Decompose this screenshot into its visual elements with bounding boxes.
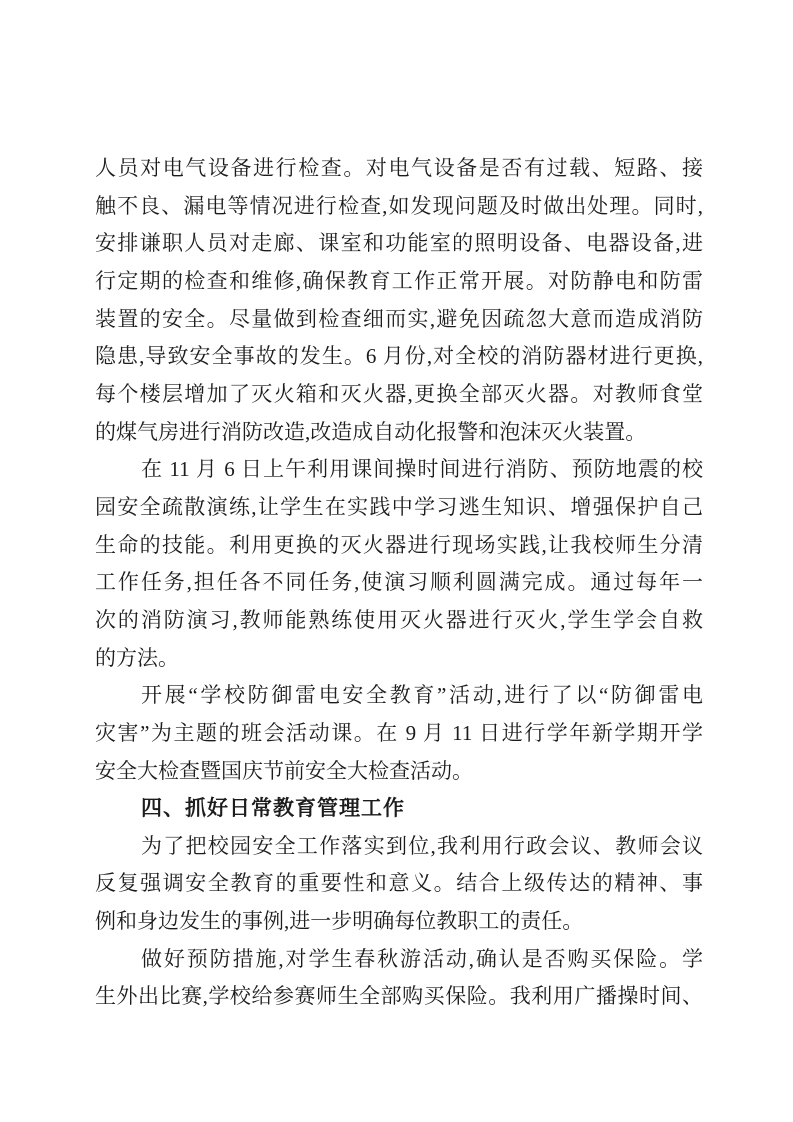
- paragraph: [95, 828, 703, 941]
- text-line: 做好预防措施,对学生春秋游活动,确认是否购买保险。学: [141, 946, 703, 971]
- text-line: 例和身边发生的事例,进一步明确每位教职工的责任。: [95, 909, 584, 934]
- text-line: 生外出比赛,学校给参赛师生全部购买保险。我利用广播操时间、: [95, 984, 703, 1009]
- paragraph: [95, 150, 703, 451]
- text-line: 装置的安全。尽量做到检查细而实,避免因疏忽大意而造成消防: [95, 306, 703, 331]
- text-line: 次的消防演习,教师能熟练使用灭火器进行灭火,学生学会自救: [95, 607, 703, 632]
- text-line: 园安全疏散演练,让学生在实践中学习逃生知识、增强保护自己: [95, 494, 703, 519]
- paragraph: [95, 677, 703, 790]
- text-line: 的方法。: [95, 645, 179, 670]
- text-line: 的煤气房进行消防改造,改造成自动化报警和泡沫灭火装置。: [95, 419, 647, 444]
- text-line: 生命的技能。利用更换的灭火器进行现场实践,让我校师生分清: [95, 532, 703, 557]
- text-line: 安排谦职人员对走廊、课室和功能室的照明设备、电器设备,进: [95, 231, 703, 256]
- paragraph: [95, 941, 703, 1016]
- text-line: 为了把校园安全工作落实到位,我利用行政会议、教师会议: [141, 833, 703, 858]
- text-line: 工作任务,担任各不同任务,使演习顺利圆满完成。通过每年一: [95, 570, 703, 595]
- text-line: 隐患,导致安全事故的发生。6 月份,对全校的消防器材进行更换,: [95, 344, 703, 369]
- text-line: 每个楼层增加了灭火箱和灭火器,更换全部灭火器。对教师食堂: [95, 381, 703, 406]
- text-line: 灾害”为主题的班会活动课。在 9 月 11 日进行学年新学期开学: [95, 720, 703, 745]
- text-line: 安全大检查暨国庆节前安全大检查活动。: [95, 758, 473, 783]
- text-line: 反复强调安全教育的重要性和意义。结合上级传达的精神、事: [95, 871, 703, 896]
- text-line: 在 11 月 6 日上午利用课间操时间进行消防、预防地震的校: [141, 457, 703, 482]
- section-heading: [95, 790, 703, 828]
- text-line: 开展“学校防御雷电安全教育”活动,进行了以“防御雷电: [141, 683, 703, 708]
- text-line: 行定期的检查和维修,确保教育工作正常开展。对防静电和防雷: [95, 268, 703, 293]
- paragraph: [95, 451, 703, 677]
- text-line: 人员对电气设备进行检查。对电气设备是否有过载、短路、接: [95, 156, 703, 180]
- text-line: 触不良、漏电等情况进行检查,如发现问题及时做出处理。同时,: [95, 193, 703, 218]
- text-block: [95, 150, 703, 1016]
- heading-line: 四、抓好日常教育管理工作: [141, 796, 405, 821]
